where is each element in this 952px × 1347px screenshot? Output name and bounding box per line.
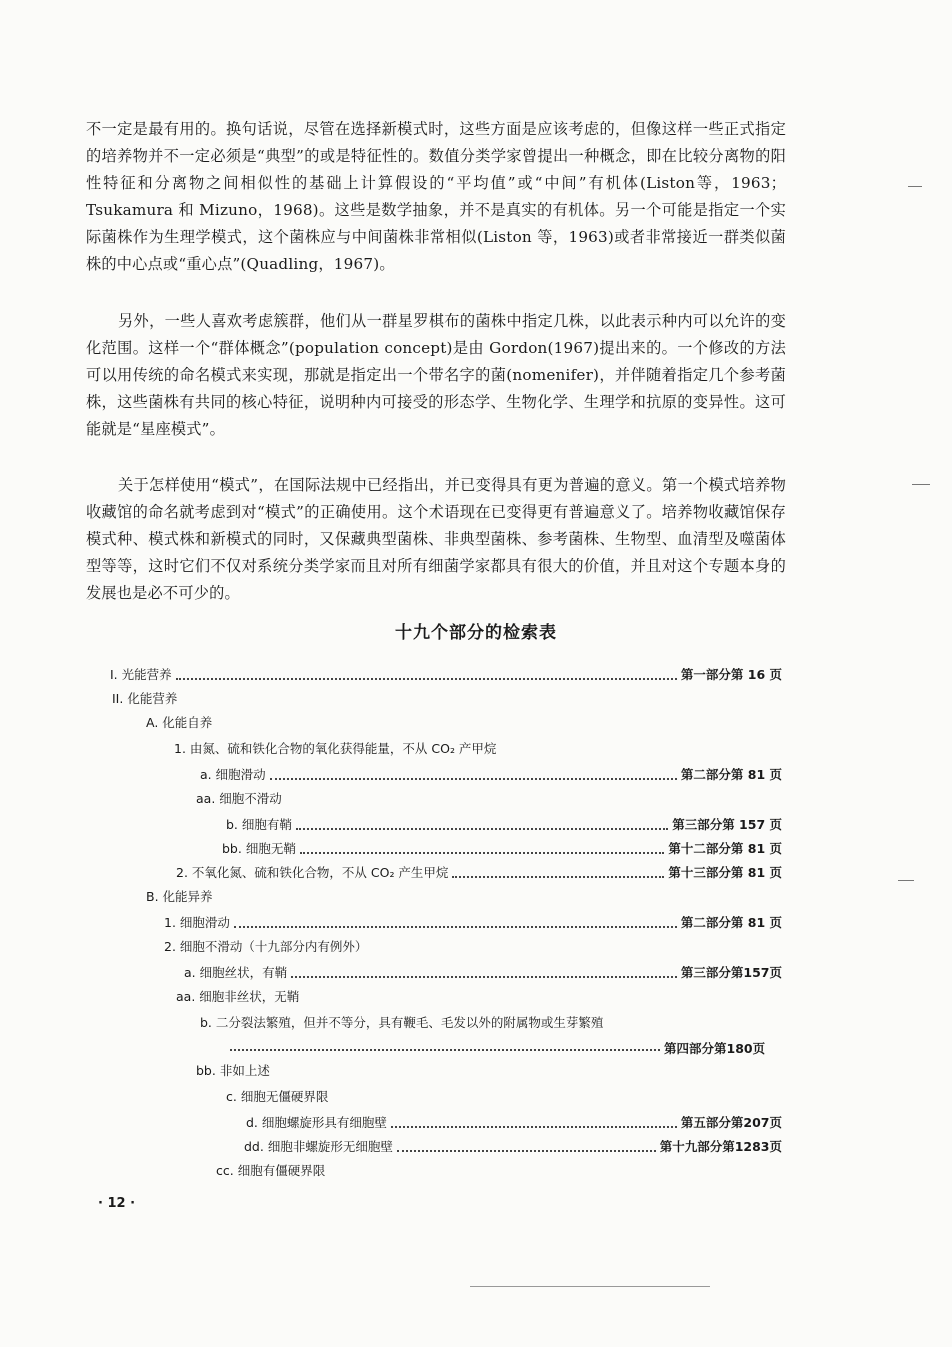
leader-dots <box>452 875 664 878</box>
body-paragraph-1: 不一定是最有用的。换句话说，尽管在选择新模式时，这些方面是应该考虑的，但像这样一些正式指定的培养物并不一定必须是“典型”的或是特征性的。数值分类学家曾提出一种概念，即在比较分离物的阳性特征和分离物之间相似性的基础上计算假设的“平均值”或“中间”有机体(Liston等，1963；Tsukamura 和 Mizuno，1968)。这些是数学抽象，并不是真实的有机体。另一个可能是指定一个实际菌株作为生理学模式，这个菌株应与中间菌株非常相似(Liston 等，1963)或者非常接近一群类似菌株的中心点或“重心点”(Quadling，1967)。 <box>86 120 786 273</box>
toc-entry-label: 1. 细胞滑动 <box>164 915 230 930</box>
toc-entry-page: 第五部分第207页 <box>680 1115 782 1130</box>
scan-mark <box>912 484 930 485</box>
toc-entry-label: c. 细胞无僵硬界限 <box>226 1089 329 1104</box>
toc-entry-19 <box>244 1136 782 1158</box>
toc-entry-label: I. 光能营养 <box>110 667 172 682</box>
toc-entry-page: 第一部分第 16 页 <box>680 667 782 682</box>
page-number: · 12 · <box>98 1196 136 1211</box>
toc-entry-label: aa. 细胞非丝状，无鞘 <box>176 989 300 1004</box>
leader-dots <box>230 1049 660 1051</box>
toc-entry-page: 第三部分第157页 <box>680 965 782 980</box>
toc-entry-20 <box>216 1160 325 1182</box>
toc-entry-label: B. 化能异养 <box>146 889 213 904</box>
scan-mark <box>470 1286 710 1287</box>
body-paragraph-3: 关于怎样使用“模式”，在国际法规中已经指出，并已变得具有更为普遍的意义。第一个模式培养物收藏馆的命名就考虑到对“模式”的正确使用。这个术语现在已变得更有普遍意义了。培养物收藏馆保存模式种、模式株和新模式的同时，又保藏典型菌株、非典型菌株、参考菌株、生物型、血清型及噬菌体型等等，这时它们不仅对系统分类学家而且对所有细菌学家都具有很大的价值，并且对这个专题本身的发展也是必不可少的。 <box>86 476 786 602</box>
toc-entry-label: bb. 细胞无鞘 <box>222 841 296 856</box>
toc-entry-label: bb. 非如上述 <box>196 1063 270 1078</box>
toc-entry-label: a. 细胞丝状，有鞘 <box>184 965 288 980</box>
toc-entry-1 <box>110 664 782 686</box>
scan-mark <box>898 880 914 881</box>
toc-entry-label: b. 细胞有鞘 <box>226 817 292 832</box>
toc-entry-label: dd. 细胞非螺旋形无细胞壁 <box>244 1139 393 1154</box>
toc-entry-page: 第十九部分第1283页 <box>659 1139 782 1154</box>
toc-entry-page: 第二部分第 81 页 <box>680 767 782 782</box>
toc-entry-page: 第十二部分第 81 页 <box>668 841 782 856</box>
toc-entry-label: aa. 细胞不滑动 <box>196 791 282 806</box>
leader-dots <box>291 975 677 978</box>
leader-dots <box>176 677 677 680</box>
toc-entry-11 <box>164 912 782 934</box>
body-paragraph-2: 另外，一些人喜欢考虑簇群，他们从一群星罗棋布的菌株中指定几株，以此表示种内可以允许的变化范围。这样一个“群体概念”(population concept)是由 Gordon(1967)提出来的。一个修改的方法可以用传统的命名模式来实现，那就是指定出一个带名字的菌(nomenifer)，并伴随着指定几个参考菌株，这些菌株有共同的核心特征，说明种内可接受的形态学、生物化学、生理学和抗原的变异性。这可能就是“星座模式”。 <box>86 312 786 438</box>
toc-entry-label: A. 化能自养 <box>146 715 213 730</box>
toc-entry-label: b. 二分裂法繁殖，但并不等分，具有鞭毛、毛发以外的附属物或生芽繁殖 <box>200 1015 604 1030</box>
leader-dots <box>300 851 665 854</box>
toc-entry-13 <box>184 962 782 984</box>
toc-entry-label: a. 细胞滑动 <box>200 767 266 782</box>
leader-dots <box>397 1149 656 1152</box>
toc-entry-label: 2. 不氧化氮、硫和铁化合物，不从 CO₂ 产生甲烷 <box>176 865 449 880</box>
toc-entry-4 <box>174 738 496 760</box>
toc-entry-label: II. 化能营养 <box>112 691 178 706</box>
toc-entry-5 <box>200 764 782 786</box>
toc-entry-14 <box>176 986 299 1008</box>
toc-entry-9 <box>176 862 782 884</box>
toc-title: 十九个部分的检索表 <box>395 623 557 643</box>
leader-dots <box>391 1125 677 1128</box>
leader-dots <box>296 827 668 830</box>
toc-entry-15-page: 第四部分第180页 <box>664 1041 766 1056</box>
toc-entry-page: 第十三部分第 81 页 <box>668 865 782 880</box>
toc-entry-label: 1. 由氮、硫和铁化合物的氧化获得能量，不从 CO₂ 产甲烷 <box>174 741 497 756</box>
toc-entry-label: d. 细胞螺旋形具有细胞壁 <box>246 1115 387 1130</box>
toc-entry-18 <box>246 1112 782 1134</box>
toc-entry-3 <box>146 712 212 734</box>
toc-entry-8 <box>222 838 782 860</box>
leader-dots <box>234 925 677 928</box>
toc-entry-2 <box>112 688 177 710</box>
toc-entry-15 <box>200 1012 603 1034</box>
toc-entry-page: 第二部分第 81 页 <box>680 915 782 930</box>
toc-entry-7 <box>226 814 782 836</box>
toc-entry-17 <box>226 1086 328 1108</box>
toc-entry-10 <box>146 886 213 908</box>
scan-mark <box>908 186 922 187</box>
toc-entry-label: 2. 细胞不滑动（十九部分内有例外） <box>164 939 368 954</box>
toc-entry-label: cc. 细胞有僵硬界限 <box>216 1163 326 1178</box>
toc-entry-6 <box>196 788 282 810</box>
toc-entry-12 <box>164 936 367 958</box>
toc-entry-16 <box>196 1060 270 1082</box>
leader-dots <box>270 777 677 780</box>
toc-entry-page: 第三部分第 157 页 <box>672 817 782 832</box>
